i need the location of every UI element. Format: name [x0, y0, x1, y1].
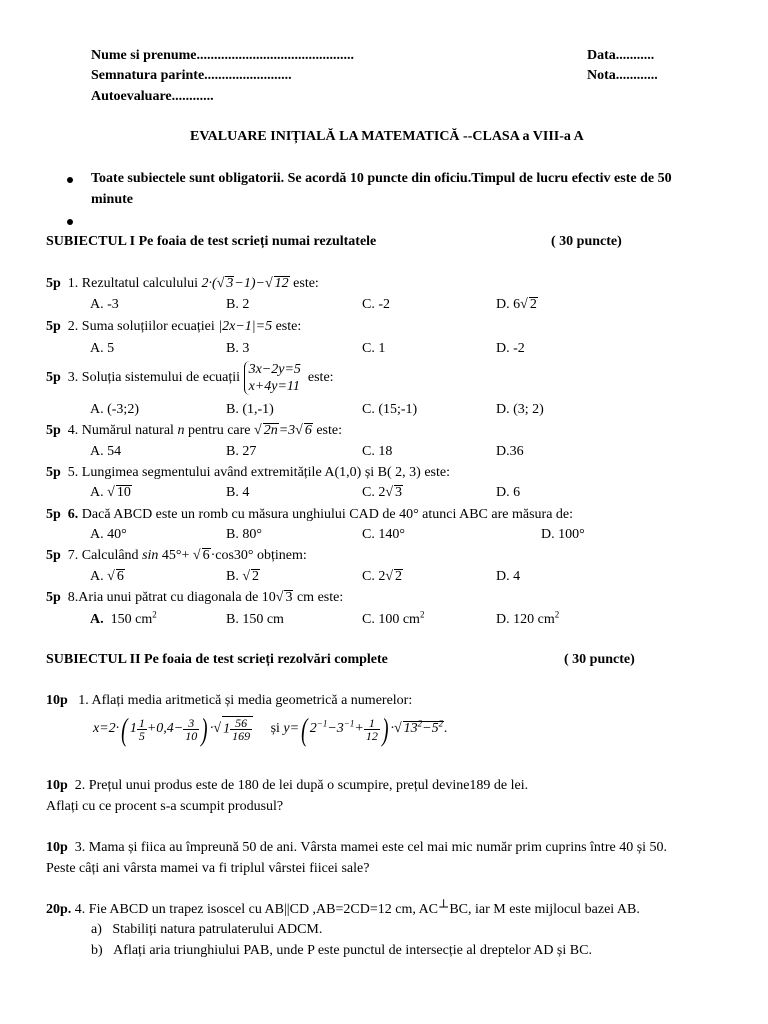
- question-6: 5p 6. Dacă ABCD este un romb cu măsura unghiului CAD de 40° atunci ABC are măsura de:: [46, 507, 574, 522]
- question-2: 5p 2. Suma soluțiilor ecuației |2x−1|=5 este:: [46, 319, 302, 334]
- name-field: Nume si prenume.............................................: [91, 48, 355, 63]
- s2-question-2-line2: Aflați cu ce procent s-a scumpit produsul?: [46, 799, 284, 814]
- q5-option-d: D. 6: [496, 485, 521, 500]
- q4-option-d: D.36: [496, 444, 524, 459]
- s2-question-3-line1: 10p 3. Mama și fiica au împreună 50 de ani. Vârsta mamei este cel mai mic număr prim cuprins între 40 și 50.: [46, 840, 668, 855]
- instructions-line2: minute: [91, 192, 133, 207]
- date-field: Data...........: [587, 48, 655, 63]
- q2-option-d: D. -2: [496, 341, 525, 356]
- q6-option-b: B. 80°: [226, 527, 262, 542]
- subject2-heading: SUBIECTUL II Pe foaia de test scrieți rezolvări complete: [46, 652, 388, 667]
- signature-field: Semnatura parinte.........................: [91, 68, 292, 83]
- q4-option-b: B. 27: [226, 444, 257, 459]
- q4-option-a: A. 54: [90, 444, 122, 459]
- s2-question-2-line1: 10p 2. Prețul unui produs este de 180 de lei după o scumpire, prețul devine189 de lei.: [46, 778, 529, 793]
- equation-system: 3x−2y=5 x+4y=11: [244, 361, 301, 395]
- q5-option-a: A. √ 10: [90, 485, 132, 501]
- subject1-heading: SUBIECTUL I Pe foaia de test scrieți numai rezultatele: [46, 234, 377, 249]
- question-7: 5p 7. Calculând sin 45°+ √ 6·cos30° obținem:: [46, 548, 307, 564]
- question-1: 5p 1. Rezultatul calculului 2·(√ 3−1)−√ 12 este:: [46, 276, 319, 292]
- grade-field: Nota............: [587, 68, 658, 83]
- q3-option-c: C. (15;-1): [362, 402, 418, 417]
- s2-q1-formula: x=2·( 1 $\frac{1}{5}$ +0,4− $\frac{3}{10}$ ) ·√ 1 $\frac{56}{169}$ și y=( $2^{-1}-3^{-1}+$ $\frac{1}{12}$ ) ·√ $13^2-5^2$.: [93, 714, 448, 744]
- q1-option-a: A. -3: [90, 297, 119, 312]
- q2-option-a: A. 5: [90, 341, 115, 356]
- s2-question-1: 10p 1. Aflați media aritmetică și media geometrică a numerelor:: [46, 693, 413, 708]
- instructions-line1: Toate subiectele sunt obligatorii. Se acordă 10 puncte din oficiu.Timpul de lucru efectiv este de 50: [91, 171, 672, 186]
- question-8: 5p 8.Aria unui pătrat cu diagonala de 10√ 3 cm este:: [46, 590, 343, 606]
- q2-option-c: C. 1: [362, 341, 386, 356]
- subject1-points: ( 30 puncte): [551, 234, 622, 249]
- q5-option-b: B. 4: [226, 485, 250, 500]
- q3-option-b: B. (1,-1): [226, 402, 274, 417]
- q8-option-d: D. 120 $cm^2$: [496, 609, 560, 627]
- bullet-icon: [67, 219, 73, 225]
- question-4: 5p 4. Numărul natural n pentru care √ 2n=3√ 6 este:: [46, 423, 342, 439]
- self-evaluation-field: Autoevaluare............: [91, 89, 214, 104]
- page-title: EVALUARE INIȚIALĂ LA MATEMATICĂ --CLASA a VIII-a A: [190, 129, 584, 144]
- s2-question-3-line2: Peste câți ani vârsta mamei va fi triplul vârstei fiicei sale?: [46, 861, 370, 876]
- bullet-icon: [67, 177, 73, 183]
- question-3: 5p 3. Soluția sistemului de ecuații 3x−2y=5 x+4y=11 este:: [46, 362, 334, 394]
- q4-option-c: C. 18: [362, 444, 393, 459]
- q7-option-c: C. 2√ 2: [362, 569, 403, 585]
- q3-option-d: D. (3; 2): [496, 402, 544, 417]
- q8-option-a: A. 150 $cm^2$: [90, 609, 157, 627]
- q6-option-d: D. 100°: [541, 527, 585, 542]
- q1-option-d: D. 6√ 2: [496, 297, 538, 313]
- q3-option-a: A. (-3;2): [90, 402, 139, 417]
- q1-option-b: B. 2: [226, 297, 250, 312]
- q6-option-a: A. 40°: [90, 527, 127, 542]
- q1-option-c: C. -2: [362, 297, 390, 312]
- question-5: 5p 5. Lungimea segmentului având extremitățile A(1,0) și B( 2, 3) este:: [46, 465, 450, 480]
- q8-option-b: B. 150 cm: [226, 612, 284, 627]
- q2-option-b: B. 3: [226, 341, 250, 356]
- q5-option-c: C. 2√ 3: [362, 485, 403, 501]
- s2-question-4: 20p. 4. Fie ABCD un trapez isoscel cu AB||CD ,AB=2CD=12 cm, AC⊥BC, iar M este mijlocul bazei AB.: [46, 896, 640, 917]
- s2-q4-part-a: a) Stabiliți natura patrulaterului ADCM.: [91, 922, 323, 937]
- q7-option-a: A. √ 6: [90, 569, 125, 585]
- q6-option-c: C. 140°: [362, 527, 405, 542]
- q8-option-c: C. 100 $cm^2$: [362, 609, 425, 627]
- s2-q4-part-b: b) Aflați aria triunghiului PAB, unde P este punctul de intersecție al dreptelor AD și BC.: [91, 943, 592, 958]
- subject2-points: ( 30 puncte): [564, 652, 635, 667]
- q7-option-b: B. √ 2: [226, 569, 260, 585]
- q7-option-d: D. 4: [496, 569, 521, 584]
